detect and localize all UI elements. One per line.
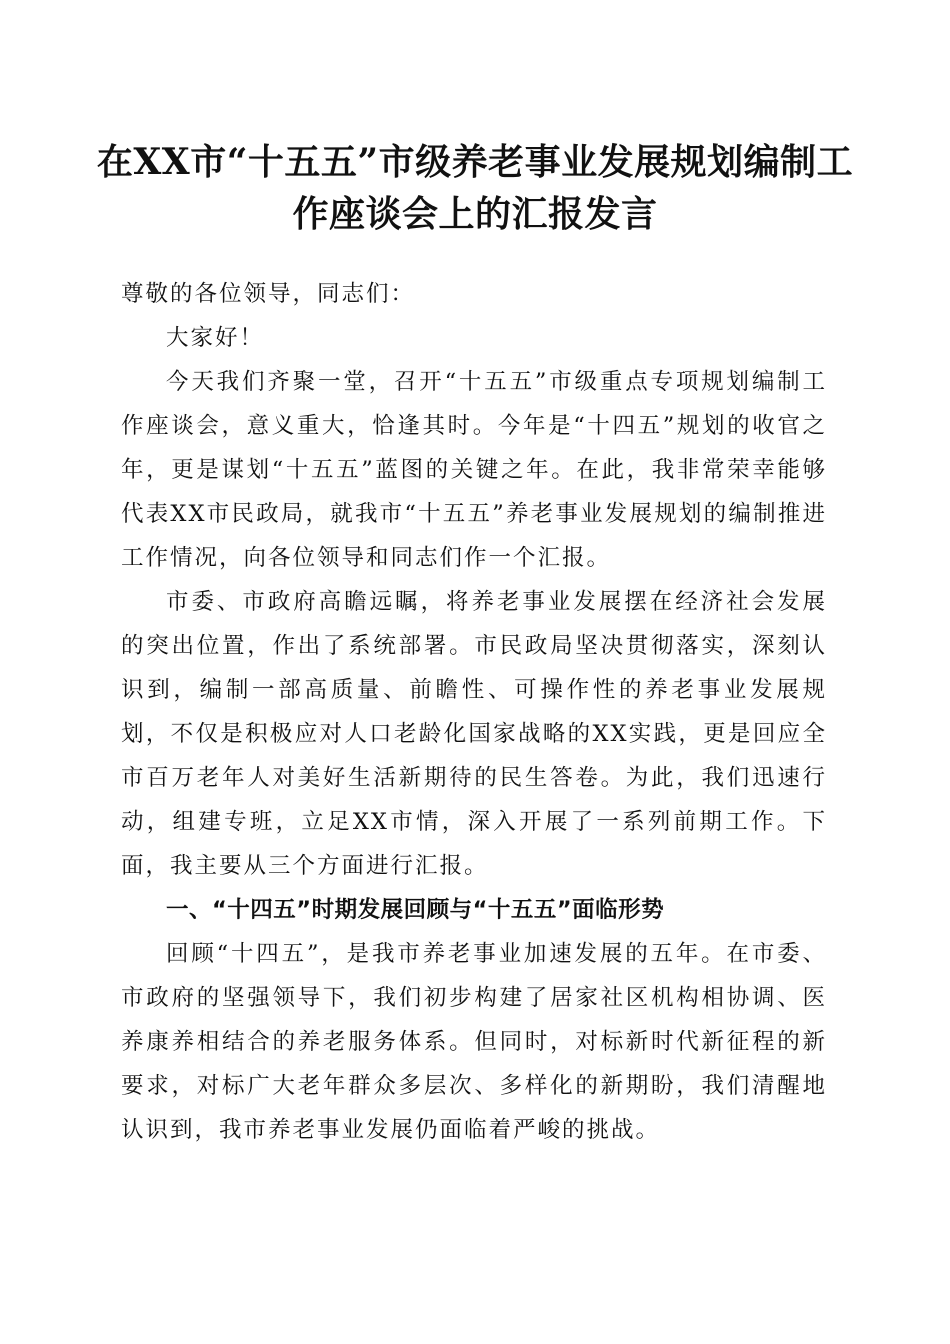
salutation: 尊敬的各位领导，同志们： [121,281,416,307]
section-heading: 一、“十四五”时期发展回顾与“十五五”面临形势 [166,897,665,923]
body-paragraph: 今天我们齐聚一堂，召开“十五五”市级重点专项规划编制工作座谈会，意义重大，恰逢其时。今年是“十四五”规划的收官之年，更是谋划“十五五”蓝图的关键之年。在此，我非常荣幸能够代表XX市民政局，就我市“十五五”养老事业发展规划的编制推进工作情况，向各位领导和同志们作一个汇报。 [121,369,827,571]
document-body [121,272,827,1152]
document-title: 在XX市“十五五”市级养老事业发展规划编制工作座谈会上的汇报发言 [96,141,854,235]
greeting: 大家好！ [166,325,265,351]
section-paragraph: 回顾“十四五”，是我市养老事业加速发展的五年。在市委、市政府的坚强领导下，我们初步构建了居家社区机构相协调、医养康养相结合的养老服务体系。但同时，对标新时代新征程的新要求，对标广大老年群众多层次、多样化的新期盼，我们清醒地认识到，我市养老事业发展仍面临着严峻的挑战。 [121,941,827,1143]
body-paragraph: 市委、市政府高瞻远瞩，将养老事业发展摆在经济社会发展的突出位置，作出了系统部署。市民政局坚决贯彻落实，深刻认识到，编制一部高质量、前瞻性、可操作性的养老事业发展规划，不仅是积极应对人口老龄化国家战略的XX实践，更是回应全市百万老年人对美好生活新期待的民生答卷。为此，我们迅速行动，组建专班，立足XX市情，深入开展了一系列前期工作。下面，我主要从三个方面进行汇报。 [121,589,827,879]
